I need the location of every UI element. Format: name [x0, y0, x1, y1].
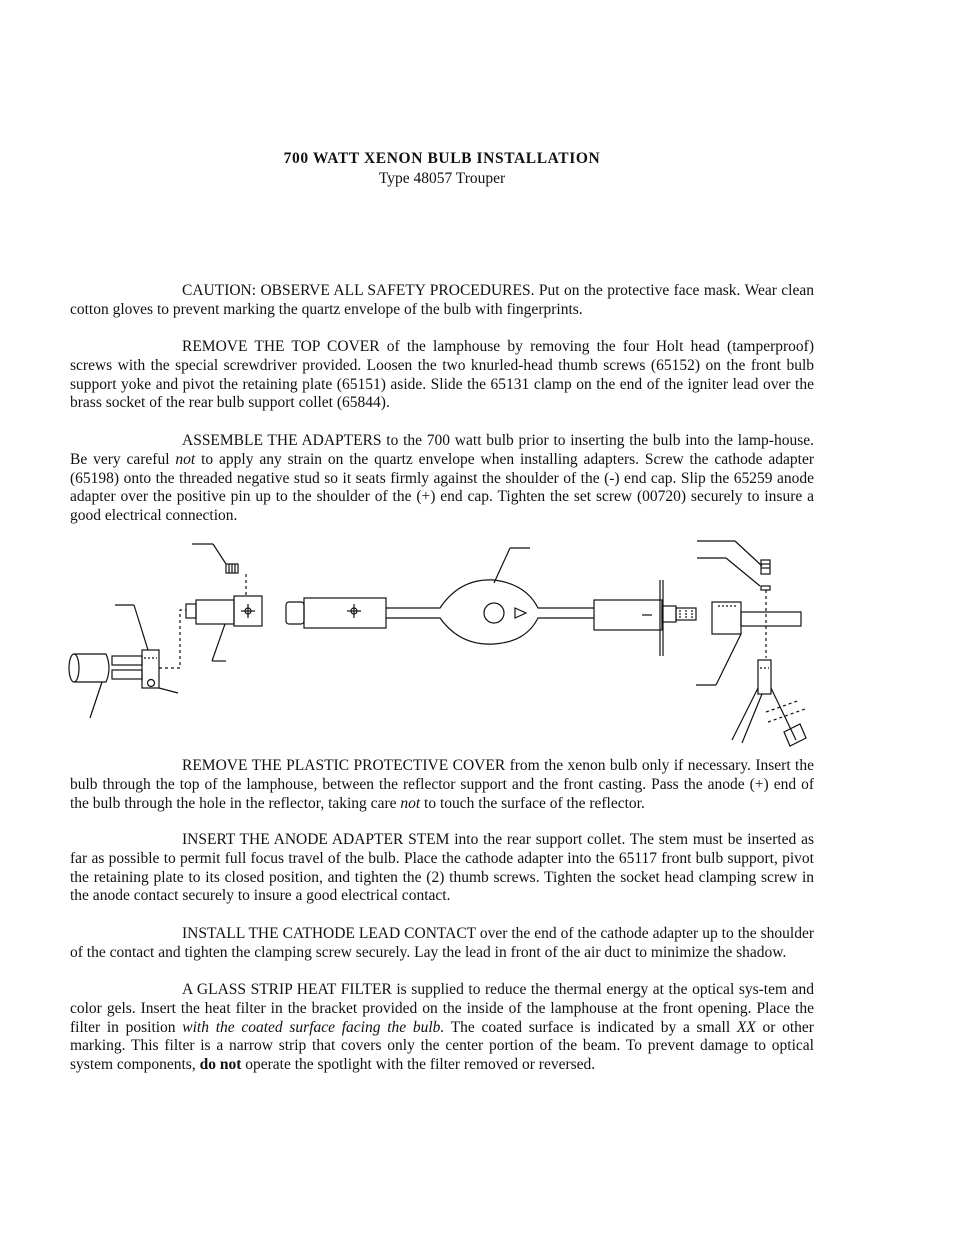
assemble-adapters-paragraph: ASSEMBLE THE ADAPTERS to the 700 watt bulb prior to inserting the bulb into the lamp-house. Be very careful not to apply any strain on the quartz envelope when installing adapters. Screw the cathode adapter (65198) onto the threaded negative stud so it seats firmly against the shoulder of the (-) end cap. Slip the 65259 anode adapter over the positive pin up to the shoulder of the (+) end cap. Tighten the set screw (00720) securely to insure a good electrical connection.	[70, 432, 815, 525]
insert-anode-adapter-paragraph: INSERT THE ANODE ADAPTER STEM into the rear support collet. The stem must be inserted as far as possible to permit full focus travel of the bulb. Place the cathode adapter into the 65117 front bulb support, pivot the retaining plate to its closed position, and tighten the (2) thumb screws. Tighten the socket head clamping screw in the anode contact securely to insure a good electrical contact.	[70, 831, 814, 905]
remove-top-cover-paragraph: REMOVE THE TOP COVER of the lamphouse by removing the four Holt head (tamperproof) screws with the special screwdriver provided. Loosen the two knurled-head thumb screws (65152) on the front bulb support yoke and pivot the retaining plate (65151) aside. Slide the 65131 clamp on the end of the igniter lead over the brass socket of the rear bulb support collet (65844).	[70, 338, 814, 412]
cathode-lead-contact-icon	[69, 654, 142, 718]
clamp-collar-icon	[115, 605, 186, 693]
page-title: 700 WATT XENON BULB INSTALLATION	[283, 150, 601, 167]
cathode-adapter-icon	[186, 596, 262, 661]
heat-filter-paragraph: A GLASS STRIP HEAT FILTER is supplied to reduce the thermal energy at the optical sys-tem and color gels. Insert the heat filter in the bracket provided on the inside of the lamphouse at the front opening. Place the filter in position with the coated surface facing the bulb. The coated surface is indicated by a small XX or other marking. This filter is a narrow strip that covers only the center portion of the beam. To prevent damage to optical system components, do not operate the spotlight with the filter removed or reversed.	[70, 981, 814, 1074]
igniter-lead-clamp-icon	[732, 660, 806, 746]
anode-set-screw-icon	[697, 541, 770, 658]
bulb-assembly-diagram	[60, 528, 820, 750]
set-screw-icon	[192, 544, 246, 596]
caution-paragraph: CAUTION: OBSERVE ALL SAFETY PROCEDURES. Put on the protective face mask. Wear clean cotton gloves to prevent marking the quartz envelope of the bulb with fingerprints.	[70, 282, 814, 318]
remove-protective-cover-paragraph: REMOVE THE PLASTIC PROTECTIVE COVER from the xenon bulb only if necessary. Insert the bulb through the top of the lamphouse, between the reflector support and the front casting. Pass the anode (+) end of the bulb through the hole in the reflector, taking care not to touch the surface of the reflector.	[70, 757, 814, 812]
page-subtitle: Type 48057 Trouper	[378, 170, 506, 187]
xenon-bulb-icon	[286, 548, 696, 656]
anode-contact-icon	[696, 602, 801, 685]
install-cathode-lead-paragraph: INSTALL THE CATHODE LEAD CONTACT over the end of the cathode adapter up to the shoulder of the contact and tighten the clamping screw securely. Lay the lead in front of the air duct to minimize the shadow.	[70, 925, 814, 961]
